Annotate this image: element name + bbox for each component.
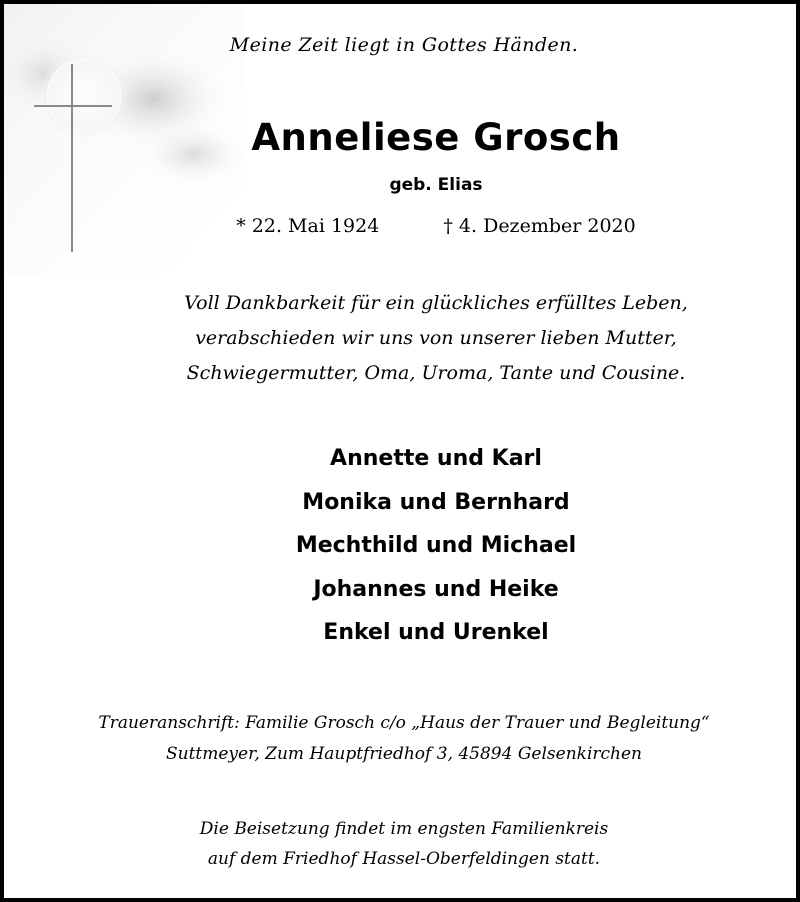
mourner: Enkel und Urenkel [323, 620, 549, 645]
birth-date: * 22. Mai 1924 [236, 215, 380, 237]
mourner: Johannes und Heike [313, 576, 559, 602]
deceased-name: Anneliese Grosch [251, 116, 621, 159]
mourner: Annette und Karl [330, 446, 542, 471]
intro-text [4, 286, 800, 391]
life-dates [4, 215, 800, 237]
maiden-name: geb. Elias [389, 175, 483, 195]
motto: Meine Zeit liegt in Gottes Händen. [229, 34, 579, 56]
burial-info [4, 814, 800, 874]
mourning-address [4, 708, 800, 770]
burial-line: Die Beisetzung findet im engsten Familienkreis [199, 819, 609, 839]
mourner: Mechthild und Michael [295, 533, 577, 558]
death-date: † 4. Dezember 2020 [443, 215, 636, 237]
address-line: Suttmeyer, Zum Hauptfriedhof 3, 45894 Gelsenkirchen [165, 744, 643, 764]
intro-line: Voll Dankbarkeit für ein glückliches erfülltes Leben, [184, 292, 688, 314]
burial-line: auf dem Friedhof Hassel-Oberfeldingen statt. [207, 849, 601, 869]
mourners-list [4, 437, 800, 655]
mourner: Monika und Bernhard [302, 489, 570, 515]
intro-line: Schwiegermutter, Oma, Uroma, Tante und Cousine. [186, 362, 686, 384]
intro-line: verabschieden wir uns von unserer lieben Mutter, [195, 327, 677, 349]
address-line: Traueranschrift: Familie Grosch c/o „Haus der Trauer und Begleitung“ [98, 713, 710, 733]
